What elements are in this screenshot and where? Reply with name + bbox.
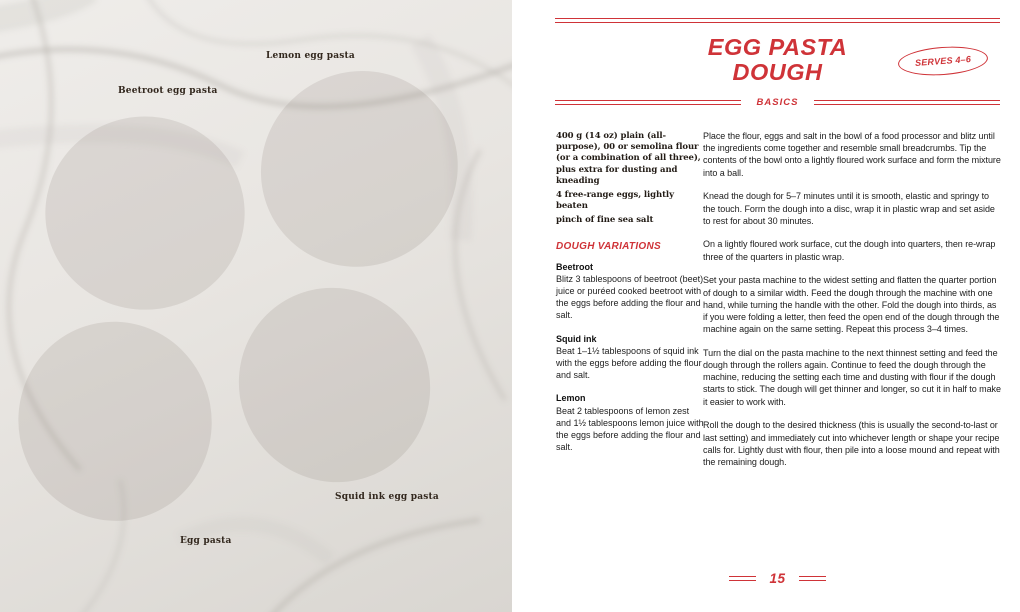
method-paragraph: Roll the dough to the desired thickness (this is usually the second-to-last or last setting) and immediately cut into whichever length or shape your recipe calls for. Lightly dust with flour, then pile into a loose mound and repeat with the remaining dough. <box>703 420 1000 467</box>
method-paragraph: Knead the dough for 5–7 minutes until it is smooth, elastic and springy to the touch. Form the dough into a disc, wrap it in plastic wrap and set aside to rest for about 30 minutes. <box>703 191 995 226</box>
photo-label-egg: Egg pasta <box>180 536 232 546</box>
photo-label-squid: Squid ink egg pasta <box>335 492 439 502</box>
section-header-basics <box>555 97 1000 108</box>
method-column <box>703 130 1001 480</box>
variation-beetroot <box>556 261 706 322</box>
ingredient-item: 4 free-range eggs, lightly beaten <box>556 190 674 212</box>
variation-lemon <box>556 392 706 453</box>
variation-name: Squid ink <box>556 333 597 344</box>
recipe-title-line1: EGG PASTA <box>707 34 848 60</box>
variation-squid-ink <box>556 333 706 382</box>
variation-text: Beat 1–1½ tablespoons of squid ink with the eggs before adding the flour and salt. <box>556 345 702 381</box>
variation-text: Blitz 3 tablespoons of beetroot (beet) juice or puréed cooked beetroot with the eggs before adding the flour and salt. <box>556 273 704 321</box>
footer-left-rule <box>729 576 756 581</box>
serves-badge-label: SERVES 4–6 <box>914 54 972 68</box>
recipe-title-line2: DOUGH <box>732 58 823 85</box>
beetroot-pasta-nest <box>32 96 258 322</box>
footer-right-rule <box>799 576 826 581</box>
recipe-page <box>512 0 1020 612</box>
variations-heading: DOUGH VARIATIONS <box>556 240 661 252</box>
method-paragraph: Set your pasta machine to the widest setting and flatten the quarter portion of dough to a similar width. Feed the dough through the machine with one hand, while turning the handle with the other. Fold the dough into thirds, as if you were folding a letter, then feed the open end of the dough through the machine again on the same setting. Repeat this process 3–4 times. <box>703 275 1000 335</box>
method-paragraph: On a lightly floured work surface, cut the dough into quarters, then re-wrap three of the quarters in plastic wrap. <box>703 239 996 262</box>
ingredients-column <box>556 131 706 464</box>
lemon-pasta-nest <box>249 59 475 285</box>
top-double-rule <box>555 18 1000 23</box>
method-paragraph: Place the flour, eggs and salt in the bowl of a food processor and blitz until the ingredients come together and resemble small breadcrumbs. Tip the contents of the bowl onto a lightly floured work surface and form the mixture into a ball. <box>703 131 1001 178</box>
squid-ink-pasta-nest <box>227 272 449 494</box>
photo-label-beetroot: Beetroot egg pasta <box>118 86 218 96</box>
ingredient-item: pinch of fine sea salt <box>556 215 654 226</box>
method-paragraph: Turn the dial on the pasta machine to the next thinnest setting and feed the dough through the rollers again. Continue to feed the dough through the machine, reducing the setting each time and dusting with flour if the dough starts to stick. The dough will get thinner and longer, so cut it in half to make it easier to work with. <box>703 347 1001 407</box>
basics-left-rule <box>555 100 741 105</box>
photo-label-lemon: Lemon egg pasta <box>266 51 355 61</box>
egg-pasta-nest <box>0 309 224 535</box>
ingredient-item: 400 g (14 oz) plain (all-purpose), 00 or semolina flour (or a combination of all three), plus extra for dusting and kneading <box>556 131 701 186</box>
variation-text: Beat 2 tablespoons of lemon zest and 1½ tablespoons lemon juice with the eggs before adding the flour and salt. <box>556 405 704 453</box>
variation-name: Lemon <box>556 393 586 404</box>
basics-label: BASICS <box>756 97 799 108</box>
page-number: 15 <box>769 571 786 586</box>
variation-name: Beetroot <box>556 261 594 272</box>
basics-right-rule <box>814 100 1000 105</box>
page-footer <box>555 571 1000 586</box>
